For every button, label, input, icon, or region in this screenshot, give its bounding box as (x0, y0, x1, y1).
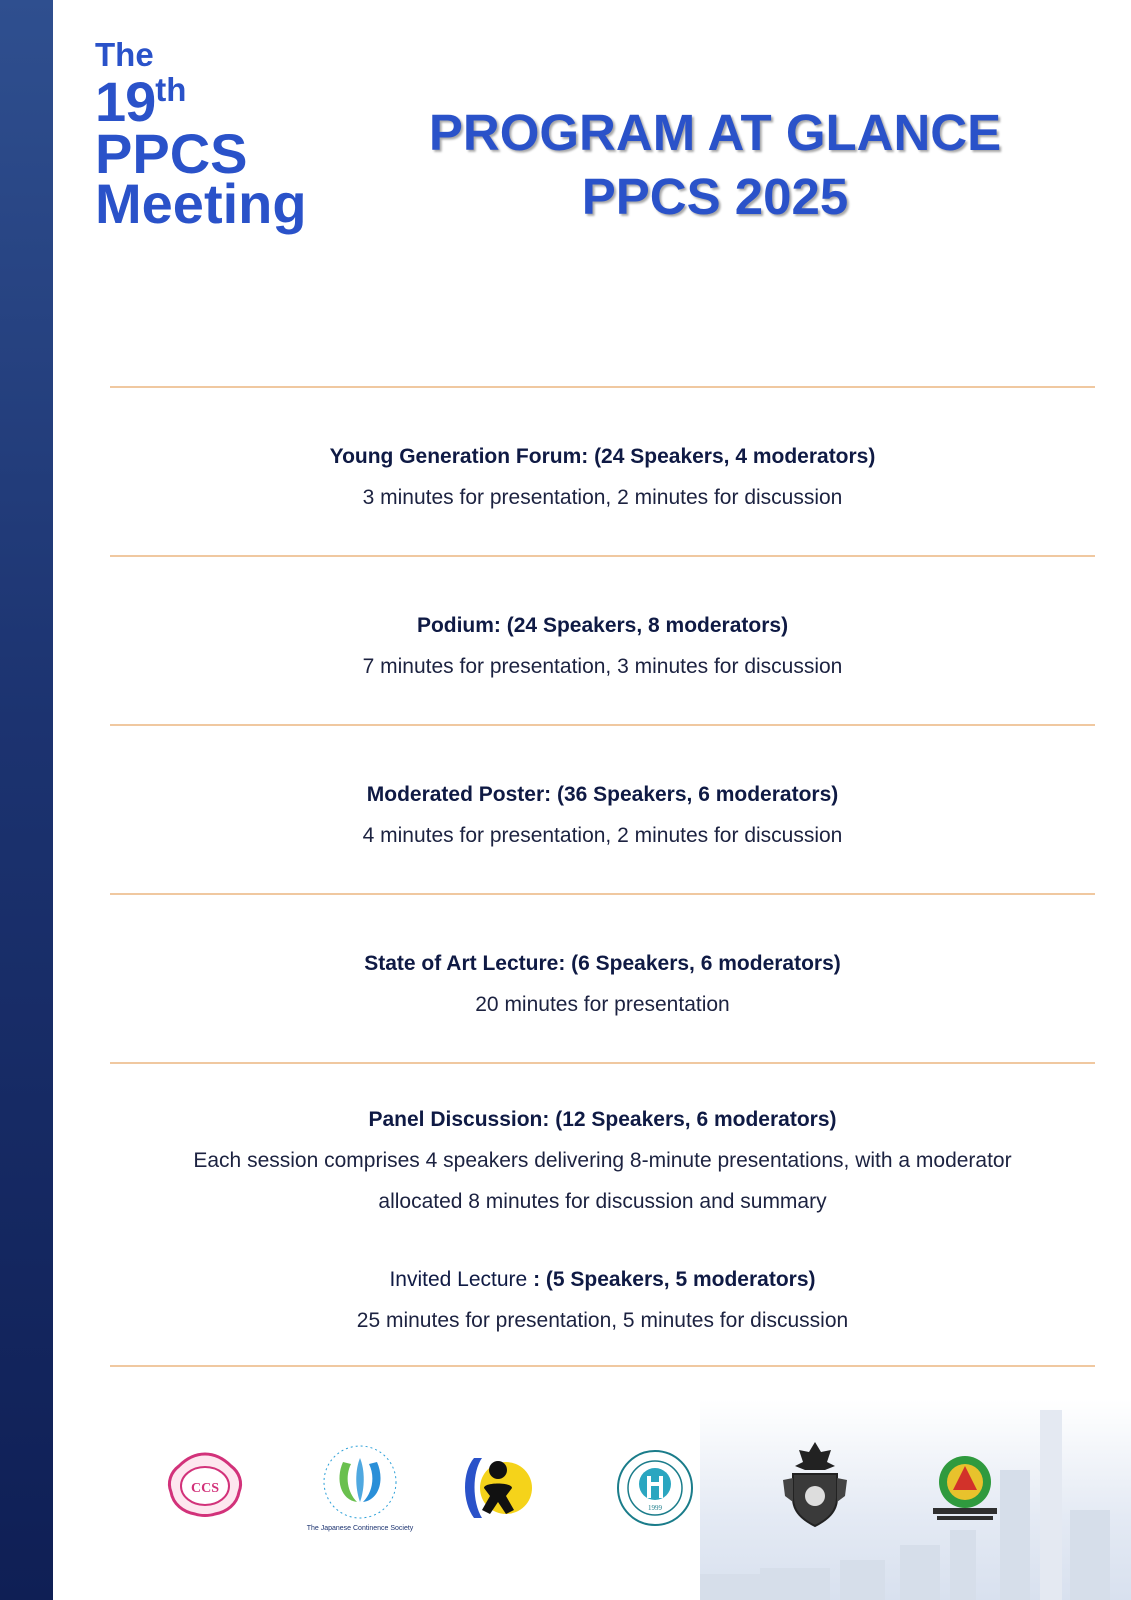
green-emblem-logo (925, 1450, 1005, 1525)
session-description: 20 minutes for presentation (475, 993, 730, 1016)
session-young-generation-forum (110, 437, 1095, 518)
session-heading: Podium: (24 Speakers, 8 moderators) (416, 614, 789, 637)
session-podium (110, 606, 1095, 687)
divider (110, 555, 1095, 557)
session-description: 7 minutes for presentation, 3 minutes for discussion (362, 655, 843, 678)
side-bar (0, 0, 53, 1600)
session-description-line1: Each session comprises 4 speakers delivering 8-minute presentations, with a moderator (193, 1149, 1012, 1172)
divider (110, 386, 1095, 388)
session-heading: Moderated Poster: (36 Speakers, 6 moderators) (366, 783, 839, 806)
session-heading: State of Art Lecture: (6 Speakers, 6 moderators) (364, 952, 841, 975)
divider (110, 893, 1095, 895)
brand-name-line2: Meeting (95, 172, 307, 235)
session-invited-lecture (110, 1260, 1095, 1341)
page-title-line2: PPCS 2025 (581, 168, 849, 225)
divider (110, 1365, 1095, 1367)
session-heading: Young Generation Forum: (24 Speakers, 4 moderators) (329, 445, 876, 468)
society-logo-yellow-blue (460, 1448, 535, 1528)
meeting-brand (95, 36, 307, 235)
korean-logo-year: 1999 (648, 1504, 662, 1512)
session-heading (110, 1260, 1095, 1300)
session-label: Invited Lecture (389, 1268, 534, 1291)
partner-logos (160, 1440, 1010, 1550)
session-description: 4 minutes for presentation, 2 minutes for discussion (362, 824, 843, 847)
session-heading: Panel Discussion: (12 Speakers, 6 moderators) (368, 1108, 837, 1131)
page-title-line1: PROGRAM AT GLANCE (428, 104, 1002, 161)
divider (110, 724, 1095, 726)
ccs-logo (165, 1450, 245, 1520)
brand-the: The (95, 36, 154, 73)
brand-edition-suffix: th (155, 71, 187, 108)
session-heading-detail: : (5 Speakers, 5 moderators) (533, 1268, 816, 1291)
crest-logo (775, 1440, 855, 1530)
session-state-of-art-lecture (110, 944, 1095, 1025)
session-description: 3 minutes for presentation, 2 minutes for discussion (362, 486, 843, 509)
brand-name-line1: PPCS (95, 122, 248, 185)
session-description-line2: allocated 8 minutes for discussion and summary (378, 1190, 827, 1213)
divider (110, 1062, 1095, 1064)
session-moderated-poster (110, 775, 1095, 856)
session-panel-discussion (110, 1100, 1095, 1222)
korean-continence-society-logo (615, 1448, 695, 1528)
japanese-logo-caption: The Japanese Continence Society (306, 1525, 414, 1532)
session-description: 25 minutes for presentation, 5 minutes for discussion (356, 1309, 849, 1332)
ccs-logo-text: CCS (190, 1481, 220, 1496)
brand-edition-number: 19 (95, 70, 156, 133)
japanese-continence-society-logo (305, 1440, 415, 1535)
